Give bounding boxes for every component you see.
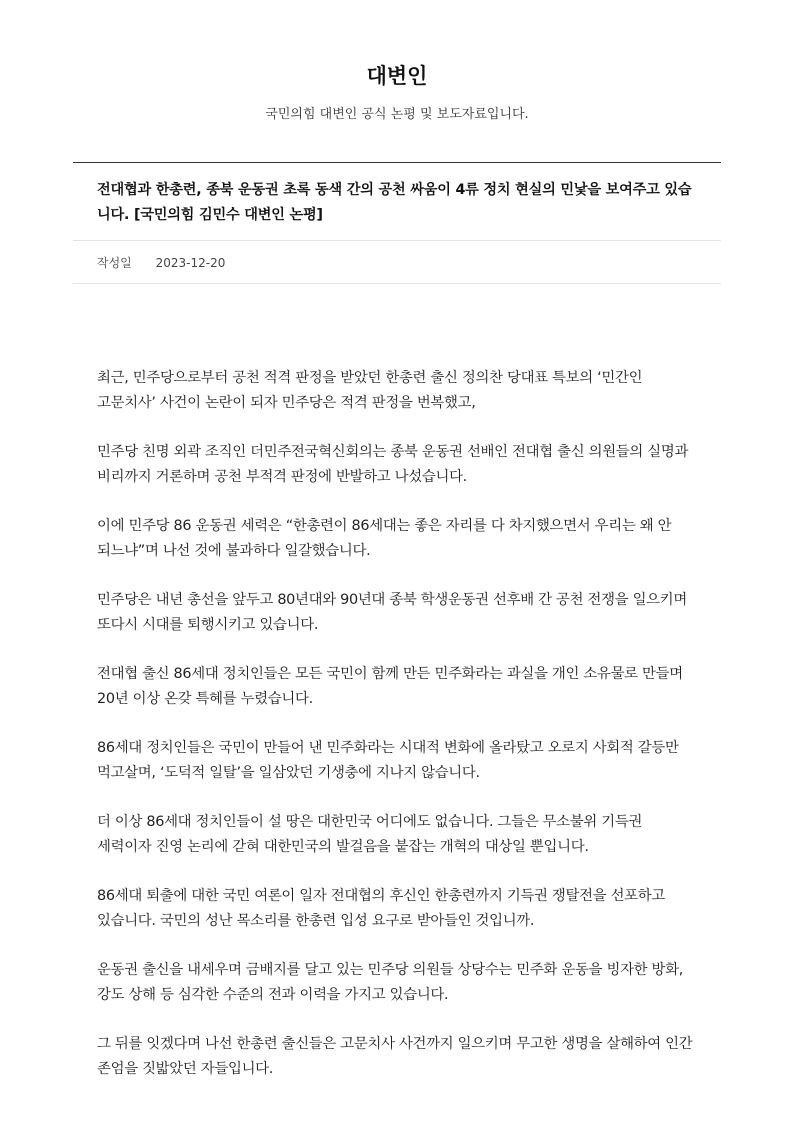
- body-paragraph: 이에 민주당 86 운동권 세력은 “한총련이 86세대는 좋은 자리를 다 차지했으면서 우리는 왜 안 되느냐”며 나선 것에 불과하다 일갈했습니다.: [97, 518, 672, 559]
- post-title: 전대협과 한총련, 종북 운동권 초록 동색 간의 공천 싸움이 4류 정치 현실의 민낯을 보여주고 있습니다. [국민의힘 김민수 대변인 논평]: [97, 182, 692, 223]
- title-divider: [73, 240, 721, 241]
- body-paragraph: 86세대 퇴출에 대한 국민 여론이 일자 전대협의 후신인 한총련까지 기득권 쟁탈전을 선포하고 있습니다. 국민의 성난 목소리를 한총련 입성 요구로 받아들인 것입니까.: [97, 888, 665, 929]
- body-paragraph: 더 이상 86세대 정치인들이 설 땅은 대한민국 어디에도 없습니다. 그들은 무소불위 기득권 세력이자 진영 논리에 갇혀 대한민국의 발걸음을 붙잡는 개혁의 대상일 뿐입니다.: [97, 814, 643, 855]
- body-paragraph: 최근, 민주당으로부터 공천 적격 판정을 받았던 한총련 출신 정의찬 당대표 특보의 ‘민간인 고문치사’ 사건이 논란이 되자 민주당은 적격 판정을 번복했고,: [97, 370, 643, 411]
- body-paragraph: 민주당 친명 외곽 조직인 더민주전국혁신회의는 종북 운동권 선배인 전대협 출신 의원들의 실명과 비리까지 거론하며 공천 부적격 판정에 반발하고 나섰습니다.: [97, 444, 689, 485]
- body-paragraph: 그 뒤를 잇겠다며 나선 한총련 출신들은 고문치사 사건까지 일으키며 무고한 생명을 살해하여 인간 존엄을 짓밟았던 자들입니다.: [97, 1036, 693, 1077]
- body-paragraph: 86세대 정치인들은 국민이 만들어 낸 민주화라는 시대적 변화에 올라탔고 오로지 사회적 갈등만 먹고살며, ‘도덕적 일탈’을 일삼았던 기생충에 지나지 않습니다.: [97, 740, 679, 781]
- page-subtitle: 국민의힘 대변인 공식 논평 및 보도자료입니다.: [265, 107, 529, 122]
- header-divider: [73, 162, 721, 163]
- date-label: 작성일: [97, 256, 132, 270]
- post-meta: [97, 254, 225, 271]
- post-date: 2023-12-20: [155, 256, 226, 270]
- body-paragraph: 운동권 출신을 내세우며 금배지를 달고 있는 민주당 의원들 상당수는 민주화 운동을 빙자한 방화, 강도 상해 등 심각한 수준의 전과 이력을 가지고 있습니다.: [97, 962, 684, 1003]
- meta-divider: [73, 283, 721, 284]
- page-title: 대변인: [366, 64, 428, 88]
- body-paragraph: 민주당은 내년 총선을 앞두고 80년대와 90년대 종북 학생운동권 선후배 간 공천 전쟁을 일으키며 또다시 시대를 퇴행시키고 있습니다.: [97, 592, 687, 633]
- post-body: [97, 366, 697, 1106]
- body-paragraph: 전대협 출신 86세대 정치인들은 모든 국민이 함께 만든 민주화라는 과실을 개인 소유물로 만들며 20년 이상 온갖 특혜를 누렸습니다.: [97, 666, 683, 707]
